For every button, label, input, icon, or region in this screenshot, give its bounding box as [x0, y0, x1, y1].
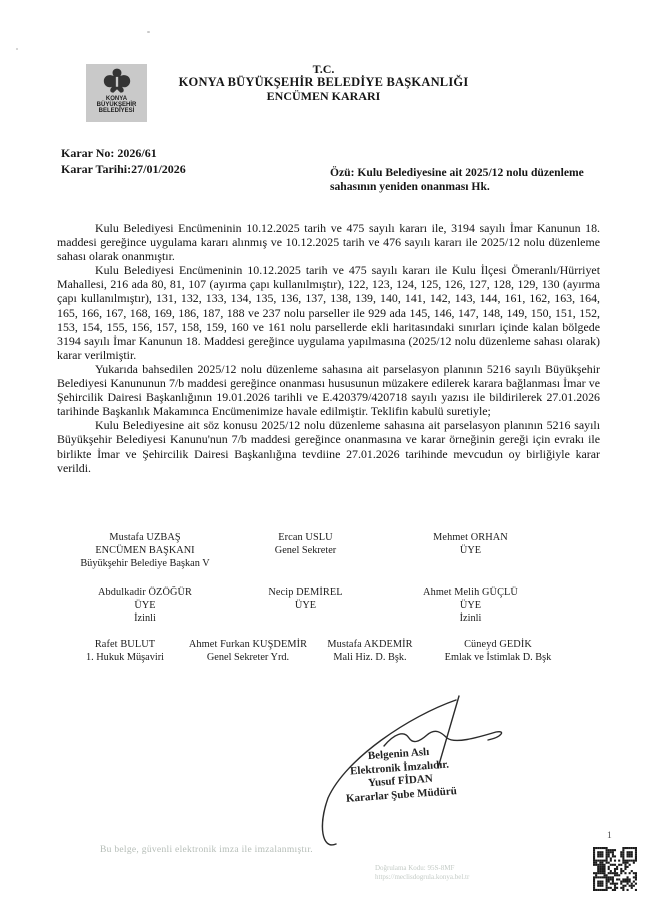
logo-line-3: BELEDİYESİ [98, 108, 135, 114]
signatory-name: Necip DEMİREL [268, 587, 343, 598]
signatory-name: Cüneyd GEDİK [464, 639, 532, 650]
signatory-role: Emlak ve İstimlak D. Bşk [444, 652, 552, 663]
signatory-role: ÜYE [294, 600, 317, 611]
signatory-name: Mustafa UZBAŞ [109, 532, 181, 543]
stamp-line-2: Elektronik İmzalıdır. [349, 758, 450, 777]
signatory [228, 586, 383, 612]
secure-signature-note: Bu belge, güvenli elektronik imza ile imzalanmıştır. [100, 845, 313, 855]
stamp-signer-title: Kararlar Şube Müdürü [345, 784, 458, 805]
signatory-name: Ercan USLU [278, 532, 333, 543]
signatory [178, 638, 318, 664]
signatory [428, 638, 568, 664]
signatory-status: İzinli [134, 613, 156, 624]
signatory-name: Mustafa AKDEMİR [327, 639, 413, 650]
signatory-name: Ahmet Melih GÜÇLÜ [423, 587, 518, 598]
decision-date: Karar Tarihi:27/01/2026 [61, 161, 186, 176]
signatory-name: Ahmet Furkan KUŞDEMİR [188, 639, 308, 650]
logo-line-1: KONYA [105, 96, 128, 102]
paragraph-4: Kulu Belediyesine ait söz konusu 2025/12 nolu düzenleme sahasına ait parselasyon planının 5216 sayılı Büyükşehir Belediyesi Kanunu'nun 7/b maddesi gereğince onanmasına ve karar örneğinin gereği için evrakı ile birlikte İmar ve Şehircilik Dairesi Başkanlığına tevdiine 27.01.2026 tarihinde mevcudun oy birliğiyle karar verildi. [57, 418, 600, 475]
scan-speck [147, 31, 150, 33]
verification-block [375, 864, 469, 882]
logo-line-2: BÜYÜKŞEHİR [96, 102, 137, 108]
paragraph-3: Yukarıda bahsedilen 2025/12 nolu düzenleme sahasına ait parselasyon planının 5216 sayılı Büyükşehir Belediyesi Kanununun 7/b maddesi gereğince onanması hususunun müzakere edilerek karara bağlanması İmar ve Şehircilik Dairesi Başkanlığının 19.01.2026 tarihli ve E.420379/420718 sayılı yazısı ile bildirilerek 27.01.2026 tarihinde Başkanlık Makamınca Encümenimize havale edilmiştir. Teklifin kabulü suretiyle; [57, 361, 600, 419]
signatory [228, 531, 383, 557]
signatory-status: İzinli [459, 613, 482, 624]
signatory-role: 1. Hukuk Müşaviri [85, 652, 165, 663]
stamp-signer-name: Yusuf FİDAN [367, 772, 434, 790]
republic-label: T.C. [312, 62, 335, 76]
signatory-role: Genel Sekreter Yrd. [206, 652, 290, 663]
paragraph-2: Kulu Belediyesi Encümeninin 10.12.2025 tarih ve 475 sayılı kararı ile Kulu İlçesi Ömeranlı/Hürriyet Mahallesi, 216 ada 80, 81, 107 (ayırma çapı kullanılmıştır), 122, 123, 124, 125, 126, 127, 128, 129, 130 (ayırma çapı kullanılmıştır), 131, 132, 133, 134, 135, 136, 137, 138, 139, 140, 141, 142, 143, 144, 161, 162, 163, 164, 165, 166, 167, 168, 169, 186, 187, 188 ve 237 nolu parseller ile 929 ada 145, 146, 147, 148, 149, 150, 151, 152, 153, 154, 155, 156, 157, 158, 159, 160 ve 161 nolu parsellerde ekli haritasındaki sınırları içinde kalan bölgede 3194 sayılı İmar Kanunun 18. Maddesi gereğince uygulama yapılmasına (2025/12 nolu düzenleme sahası olarak) karar verilmiştir. [57, 263, 600, 362]
signatory [393, 586, 548, 625]
signatory [305, 638, 435, 664]
signatory [393, 531, 548, 557]
signatory [55, 586, 235, 625]
subject-line: Özü: Kulu Belediyesine ait 2025/12 nolu düzenleme sahasının yeniden onanması Hk. [330, 166, 584, 193]
signatory [55, 531, 235, 570]
letterhead [0, 63, 647, 103]
signatory-name: Abdulkadir ÖZÖĞÜR [97, 587, 193, 598]
signatory-role: Genel Sekreter [274, 545, 337, 556]
electronic-signature-stamp [298, 741, 501, 809]
signatory-role: ÜYE [134, 600, 156, 611]
decision-meta [61, 146, 186, 177]
signatory-role: ÜYE [459, 545, 482, 556]
verification-code: Doğrulama Kodu: 95S-8MF [375, 864, 455, 872]
document-type-title: ENCÜMEN KARARI [266, 88, 381, 103]
decision-number: Karar No: 2026/61 [61, 146, 157, 160]
decision-body [57, 221, 600, 475]
authority-title: KONYA BÜYÜKŞEHİR BELEDİYE BAŞKANLIĞI [178, 75, 469, 89]
stamp-line-1: Belgenin Aslı [367, 745, 430, 763]
signatory-name: Mehmet ORHAN [433, 532, 508, 543]
signatory-role: ENCÜMEN BAŞKANI [95, 545, 195, 556]
page-number: 1 [607, 831, 612, 841]
signatory [58, 638, 192, 664]
qr-code [593, 847, 637, 891]
signatory-role: Büyükşehir Belediye Başkan V [80, 558, 210, 569]
paragraph-1: Kulu Belediyesi Encümeninin 10.12.2025 tarih ve 475 sayılı kararı ile, 3194 sayılı İmar Kanunun 18. maddesi gereğince uygulama kararı alınmış ve 10.12.2025 tarih ve 476 sayılı kararı ile 2025/12 nolu düzenleme sahası olarak onanmıştır. [57, 221, 600, 264]
scan-speck [16, 48, 18, 50]
verification-url: https://meclisdogrula.konya.bel.tr [375, 873, 470, 881]
signatory-role: Mali Hiz. D. Bşk. [333, 652, 407, 663]
signatory-role: ÜYE [459, 600, 482, 611]
signatory-name: Rafet BULUT [94, 639, 156, 650]
